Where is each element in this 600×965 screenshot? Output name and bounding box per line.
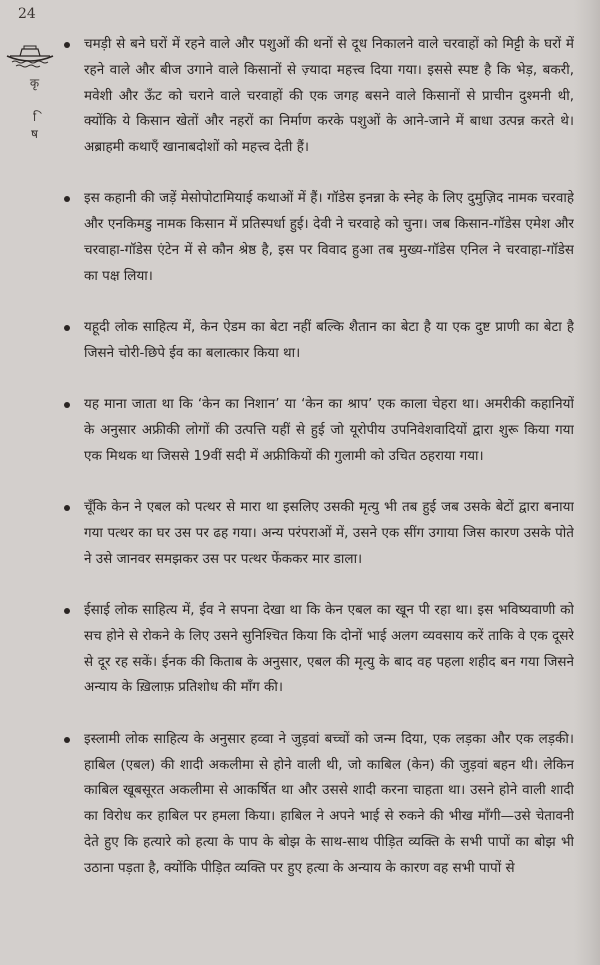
bullet-icon [64, 402, 70, 408]
bullet-item [62, 32, 574, 161]
bullet-item [62, 598, 574, 701]
bullet-text: यह माना जाता था कि ‘केन का निशान’ या ‘केन का श्राप’ एक काला चेहरा था। अमरीकी कहानियों के अनुसार अफ्रीकी लोगों की उत्पत्ति यहीं से हुई जो यूरोपीय उपनिवेशवादियों द्वारा शुरू किया गया एक मिथक था जिससे 19वीं सदी में अफ्रीकियों की गुलामी को उचित ठहराया गया। [84, 396, 574, 464]
bullet-item [62, 392, 574, 469]
bullet-text: यहूदी लोक साहित्य में, केन ऐडम का बेटा नहीं बल्कि शैतान का बेटा है या एक दुष्ट प्राणी का बेटा है जिसने चोरी-छिपे ईव का बलात्कार किया था। [84, 319, 574, 361]
page-number: 24 [18, 6, 36, 22]
bullet-icon [64, 737, 70, 743]
bullet-icon [64, 325, 70, 331]
bullet-item [62, 495, 574, 572]
bullet-text: ईसाई लोक साहित्य में, ईव ने सपना देखा था कि केन एबल का खून पी रहा था। इस भविष्यवाणी को सच होने से रोकने के लिए उसने सुनिश्चित किया कि दोनों भाई अलग व्यवसाय करें ताकि वे एक दूसरे से दूर रह सकें। ईनक की किताब के अनुसार, एबल की मृत्यु के बाद वह पहला शहीद बन गया जिसने अन्याय के ख़िलाफ़ प्रतिशोध की माँग की। [84, 602, 574, 696]
bullet-icon [64, 196, 70, 202]
bullet-icon [64, 505, 70, 511]
running-head: कृषि [27, 74, 41, 142]
bullet-text: इस्लामी लोक साहित्य के अनुसार हव्वा ने जुड़वां बच्चों को जन्म दिया, एक लड़का और एक लड़की। हाबिल (एबल) की शादी अकलीमा से होने वाली थी, जो काबिल (केन) की जुड़वां बहन थी। लेकिन काबिल खूबसूरत अकलीमा से आकर्षित था और उससे शादी करना चाहता था। उसने होने वाली शादी का विरोध कर हाबिल पर हमला किया। हाबिल ने अपने भाई से रुकने की भीख माँगी—उसे चेतावनी देते हुए कि हत्यारे को हत्या के पाप के बोझ के साथ-साथ पीड़ित व्यक्ति के सभी पापों का बोझ भी उठाना पड़ता है, क्योंकि पीड़ित व्यक्ति पर हुए हत्या के अन्याय के कारण वह सभी पापों से [84, 730, 574, 876]
bullet-icon [64, 608, 70, 614]
bullet-text: इस कहानी की जड़ें मेसोपोटामियाई कथाओं में हैं। गॉडेस इनन्ना के स्नेह के लिए दुमुज़िद नामक चरवाहे और एनकिमडु नामक किसान में प्रतिस्पर्धा हुई। देवी ने चरवाहे को चुना। जब किसान-गॉडेस एमेश और चरवाहा-गॉडेस एंटेन में से कौन श्रेष्ठ है, इस पर विवाद हुआ तब मुख्य-गॉडेस एनिल ने चरवाहा-गॉडेस का पक्ष लिया। [84, 190, 574, 284]
bullet-list [62, 32, 574, 882]
page-edge [574, 0, 600, 965]
bullet-item [62, 727, 574, 882]
bullet-text: चूँकि केन ने एबल को पत्थर से मारा था इसलिए उसकी मृत्यु भी तब हुई जब उसके बेटों द्वारा बनाया गया पत्थर का घर उस पर ढह गया। अन्य परंपराओं में, उसने एक सींग उगाया जिस कारण उसके पोते ने उसे जानवर समझकर उस पर पत्थर फेंककर मार डाला। [84, 499, 574, 567]
bullet-icon [64, 42, 70, 48]
bullet-item [62, 186, 574, 289]
bullet-item [62, 315, 574, 367]
bullet-text: चमड़ी से बने घरों में रहने वाले और पशुओं की थनों से दूध निकालने वाले चरवाहों को मिट्टी के घरों में रहने वाले और बीज उगाने वाले किसानों से ज़्यादा महत्त्व दिया गया। इससे स्पष्ट है कि भेड़, बकरी, मवेशी और ऊँट को चराने वाले चरवाहों की एक जगह बसने वाले किसानों से प्राचीन दुश्मनी थी, क्योंकि ये किसान खेतों और नहरों का निर्माण करके पशुओं के आने-जाने में बाधा उत्पन्न करते थे। अब्राहमी कथाएँ खानाबदोशों को महत्त्व देती हैं। [84, 36, 574, 156]
boat-logo-icon [4, 42, 56, 70]
